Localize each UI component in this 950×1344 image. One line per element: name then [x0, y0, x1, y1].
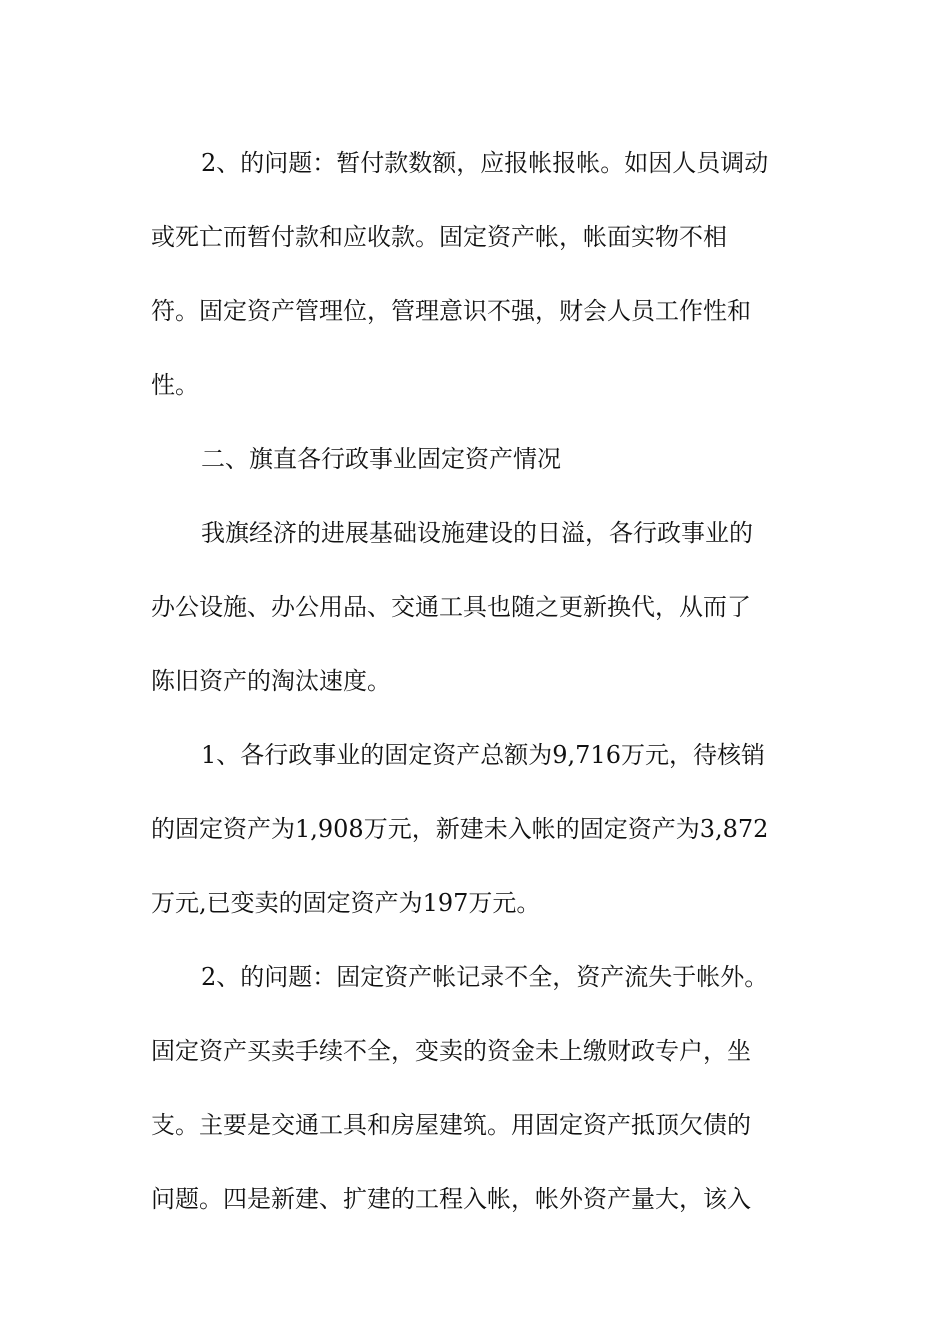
- text-line: 或死亡而暂付款和应收款。固定资产帐，帐面实物不相: [151, 223, 727, 251]
- text-line: 陈旧资产的淘汰速度。: [151, 667, 391, 695]
- paragraph-advance-payment-issues: [151, 126, 811, 422]
- text-line: 性。: [151, 371, 199, 399]
- text-line: 的固定资产为1,908万元，新建未入帐的固定资产为3,872: [151, 815, 769, 843]
- section-heading-fixed-assets: [151, 422, 811, 496]
- text-line: 问题。四是新建、扩建的工程入帐，帐外资产量大，该入: [151, 1185, 751, 1213]
- section-heading: 二、旗直各行政事业固定资产情况: [201, 445, 561, 473]
- text-line: 我旗经济的进展基础设施建设的日溢，各行政事业的: [201, 519, 753, 547]
- document-body: [151, 126, 811, 1236]
- paragraph-economic-development: [151, 496, 811, 718]
- paragraph-asset-issues: [151, 940, 811, 1236]
- text-line: 万元,已变卖的固定资产为197万元。: [151, 889, 541, 917]
- paragraph-asset-totals: [151, 718, 811, 940]
- text-line: 固定资产买卖手续不全，变卖的资金未上缴财政专户，坐: [151, 1037, 751, 1065]
- text-line: 符。固定资产管理位，管理意识不强，财会人员工作性和: [151, 297, 751, 325]
- text-line: 办公设施、办公用品、交通工具也随之更新换代，从而了: [151, 593, 751, 621]
- text-line: 支。主要是交通工具和房屋建筑。用固定资产抵顶欠债的: [151, 1111, 751, 1139]
- text-line: 2、的问题：固定资产帐记录不全，资产流失于帐外。: [201, 963, 769, 991]
- text-line: 1、各行政事业的固定资产总额为9,716万元，待核销: [201, 741, 765, 769]
- text-line: 2、的问题：暂付款数额，应报帐报帐。如因人员调动: [201, 149, 769, 177]
